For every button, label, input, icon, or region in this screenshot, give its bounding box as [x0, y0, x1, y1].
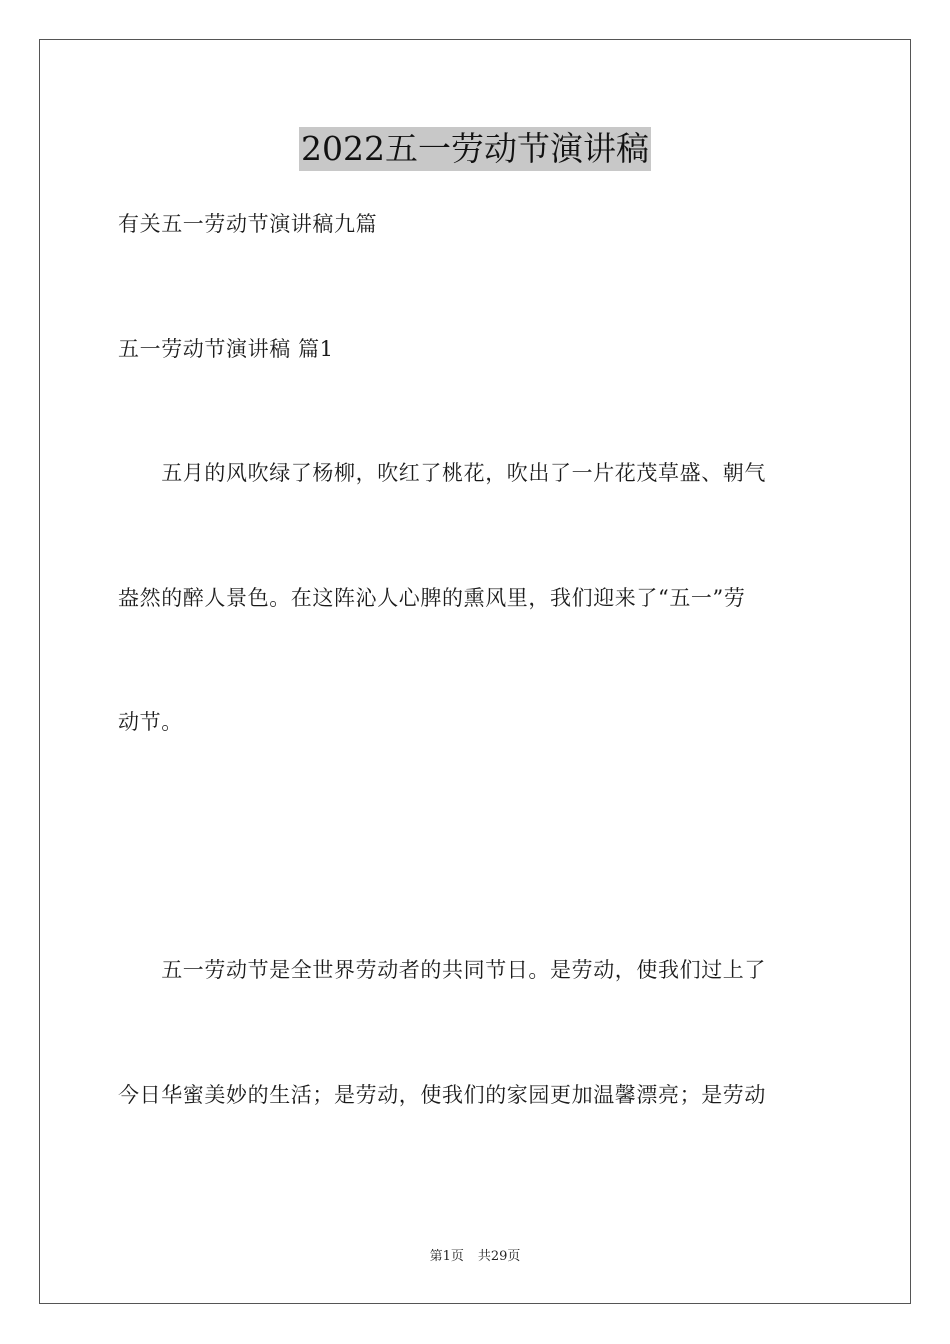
paragraph-1-line-3: 动节。 [118, 710, 183, 734]
section-heading: 五一劳动节演讲稿 篇1 [118, 337, 334, 361]
paragraph-2-line-2: 今日华蜜美妙的生活；是劳动，使我们的家园更加温馨漂亮；是劳动 [118, 1083, 766, 1107]
paragraph-1-line-2: 盎然的醉人景色。在这阵沁人心脾的熏风里，我们迎来了“五一”劳 [118, 586, 746, 610]
paragraph-1-line-1: 五月的风吹绿了杨柳，吹红了桃花，吹出了一片花茂草盛、朝气 [118, 461, 766, 485]
page-number-total: 共29页 [477, 1249, 521, 1264]
title-container [0, 127, 950, 171]
document-subtitle: 有关五一劳动节演讲稿九篇 [118, 212, 378, 236]
page-footer [0, 1248, 950, 1266]
paragraph-2-line-1: 五一劳动节是全世界劳动者的共同节日。是劳动，使我们过上了 [118, 958, 766, 982]
page-number-current: 第1页 [429, 1249, 464, 1264]
document-title: 2022五一劳动节演讲稿 [299, 127, 651, 171]
